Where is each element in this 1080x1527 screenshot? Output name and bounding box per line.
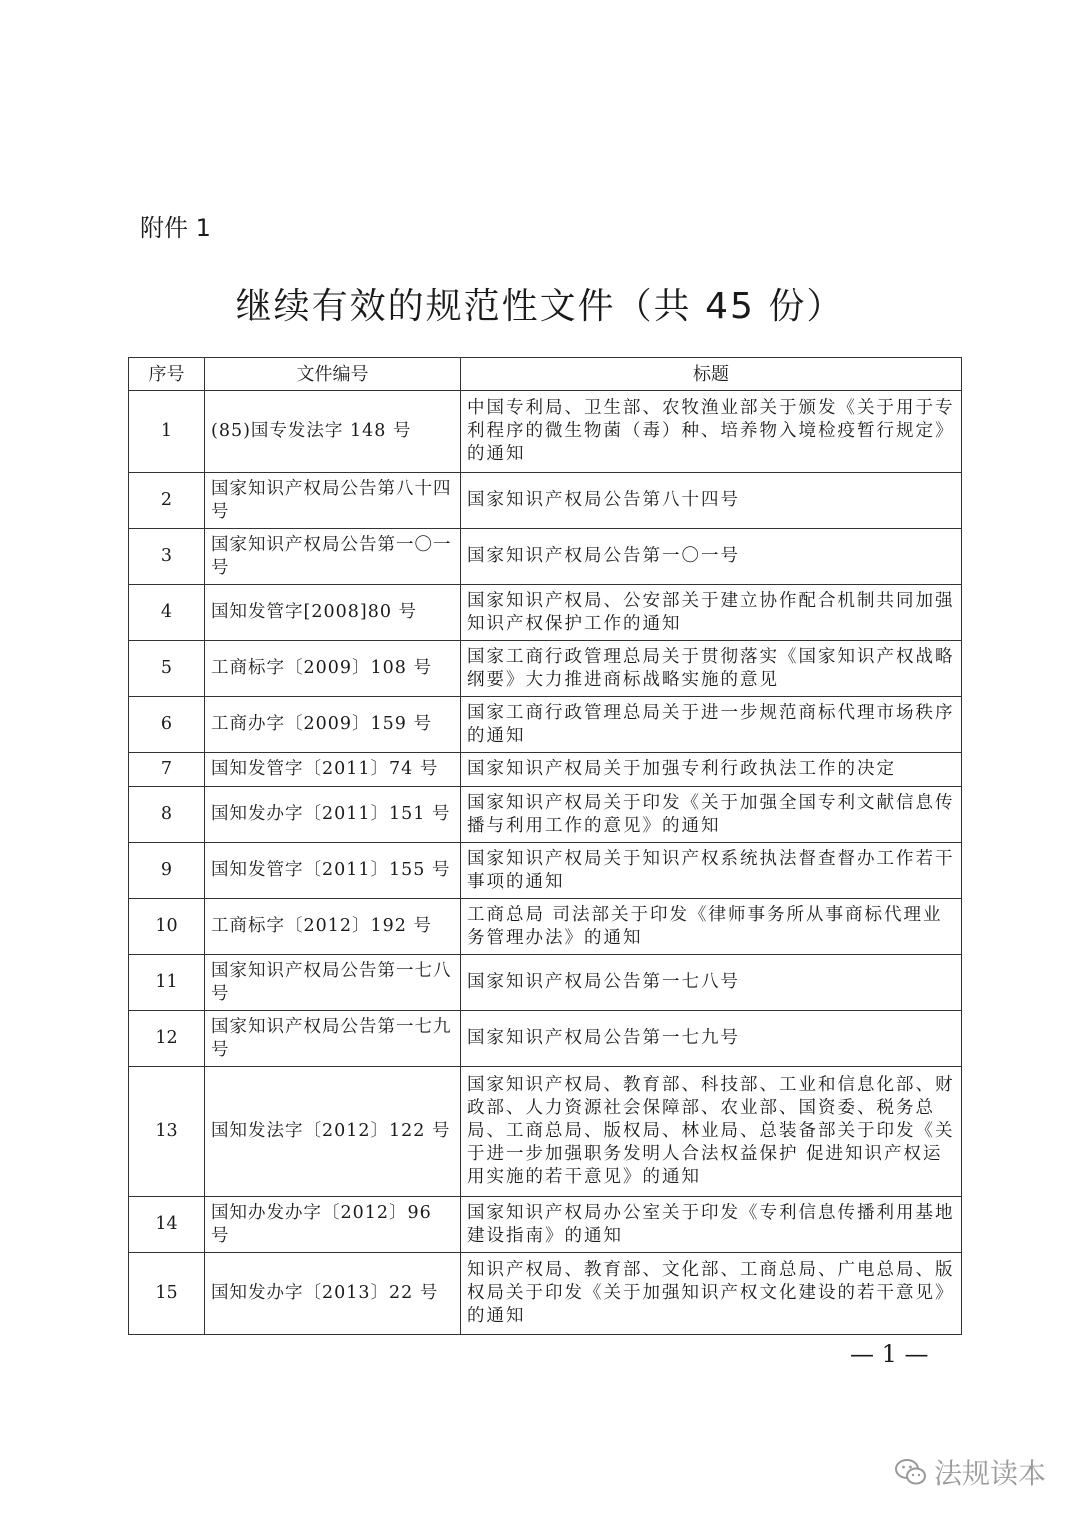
row-code: 工商标字〔2012〕192 号 xyxy=(205,899,461,955)
row-code: 国家知识产权局公告第一七八号 xyxy=(205,955,461,1011)
row-no: 7 xyxy=(129,753,205,787)
watermark xyxy=(894,1452,1046,1492)
table-row xyxy=(129,899,962,955)
document-title: 继续有效的规范性文件（共 45 份） xyxy=(235,286,845,327)
table-row xyxy=(129,753,962,787)
documents-table xyxy=(128,357,962,1335)
row-no: 3 xyxy=(129,529,205,585)
row-code: 国知发管字〔2011〕155 号 xyxy=(205,843,461,899)
row-title: 国家知识产权局、教育部、科技部、工业和信息化部、财政部、人力资源社会保障部、农业部、国资委、税务总局、工商总局、版权局、林业局、总装备部关于印发《关于进一步加强职务发明人合法权益保护 促进知识产权运用实施的若干意见》的通知 xyxy=(461,1067,962,1197)
column-header-code: 文件编号 xyxy=(205,358,461,391)
column-header-title: 标题 xyxy=(461,358,962,391)
table-row xyxy=(129,529,962,585)
row-code: 国知发管字[2008]80 号 xyxy=(205,585,461,641)
row-title: 知识产权局、教育部、文化部、工商总局、广电总局、版权局关于印发《关于加强知识产权文化建设的若干意见》的通知 xyxy=(461,1253,962,1335)
table-row xyxy=(129,955,962,1011)
row-title: 国家知识产权局公告第一七九号 xyxy=(461,1011,962,1067)
row-no: 8 xyxy=(129,787,205,843)
row-no: 13 xyxy=(129,1067,205,1197)
row-title: 国家知识产权局关于知识产权系统执法督查督办工作若干事项的通知 xyxy=(461,843,962,899)
table-row xyxy=(129,1197,962,1253)
table-row xyxy=(129,585,962,641)
row-no: 1 xyxy=(129,391,205,473)
table-row xyxy=(129,697,962,753)
table-row xyxy=(129,391,962,473)
table-row xyxy=(129,641,962,697)
table-row xyxy=(129,787,962,843)
row-title: 工商总局 司法部关于印发《律师事务所从事商标代理业务管理办法》的通知 xyxy=(461,899,962,955)
row-code: 工商办字〔2009〕159 号 xyxy=(205,697,461,753)
row-no: 2 xyxy=(129,473,205,529)
row-title: 国家知识产权局、公安部关于建立协作配合机制共同加强知识产权保护工作的通知 xyxy=(461,585,962,641)
table-header-row xyxy=(129,358,962,391)
row-code: 工商标字〔2009〕108 号 xyxy=(205,641,461,697)
table-row xyxy=(129,1253,962,1335)
row-no: 9 xyxy=(129,843,205,899)
row-code: 国知发管字〔2011〕74 号 xyxy=(205,753,461,787)
column-header-no: 序号 xyxy=(129,358,205,391)
row-no: 15 xyxy=(129,1253,205,1335)
row-title: 国家工商行政管理总局关于贯彻落实《国家知识产权战略纲要》大力推进商标战略实施的意见 xyxy=(461,641,962,697)
row-code: 国家知识产权局公告第一〇一号 xyxy=(205,529,461,585)
watermark-text: 法规读本 xyxy=(933,1457,1046,1490)
page-number: — 1 — xyxy=(850,1340,929,1368)
row-no: 11 xyxy=(129,955,205,1011)
attachment-label: 附件 1 xyxy=(140,214,211,242)
row-code: 国知发法字〔2012〕122 号 xyxy=(205,1067,461,1197)
row-no: 12 xyxy=(129,1011,205,1067)
row-title: 国家知识产权局办公室关于印发《专利信息传播利用基地建设指南》的通知 xyxy=(461,1197,962,1253)
wechat-icon xyxy=(894,1457,928,1487)
row-title: 中国专利局、卫生部、农牧渔业部关于颁发《关于用于专利程序的微生物菌（毒）种、培养物入境检疫暂行规定》的通知 xyxy=(461,391,962,473)
row-title: 国家知识产权局关于加强专利行政执法工作的决定 xyxy=(461,753,962,787)
row-title: 国家知识产权局公告第一〇一号 xyxy=(461,529,962,585)
row-no: 14 xyxy=(129,1197,205,1253)
row-title: 国家知识产权局公告第八十四号 xyxy=(461,473,962,529)
row-code: 国家知识产权局公告第八十四号 xyxy=(205,473,461,529)
row-code: 国知发办字〔2013〕22 号 xyxy=(205,1253,461,1335)
row-code: 国知办发办字〔2012〕96 号 xyxy=(205,1197,461,1253)
table-row xyxy=(129,1067,962,1197)
row-title: 国家知识产权局公告第一七八号 xyxy=(461,955,962,1011)
table-row xyxy=(129,843,962,899)
row-title: 国家工商行政管理总局关于进一步规范商标代理市场秩序的通知 xyxy=(461,697,962,753)
row-no: 5 xyxy=(129,641,205,697)
table-row xyxy=(129,1011,962,1067)
table-row xyxy=(129,473,962,529)
row-no: 10 xyxy=(129,899,205,955)
row-title: 国家知识产权局关于印发《关于加强全国专利文献信息传播与利用工作的意见》的通知 xyxy=(461,787,962,843)
row-no: 6 xyxy=(129,697,205,753)
row-code: 国知发办字〔2011〕151 号 xyxy=(205,787,461,843)
row-code: 国家知识产权局公告第一七九号 xyxy=(205,1011,461,1067)
row-code: (85)国专发法字 148 号 xyxy=(205,391,461,473)
row-no: 4 xyxy=(129,585,205,641)
